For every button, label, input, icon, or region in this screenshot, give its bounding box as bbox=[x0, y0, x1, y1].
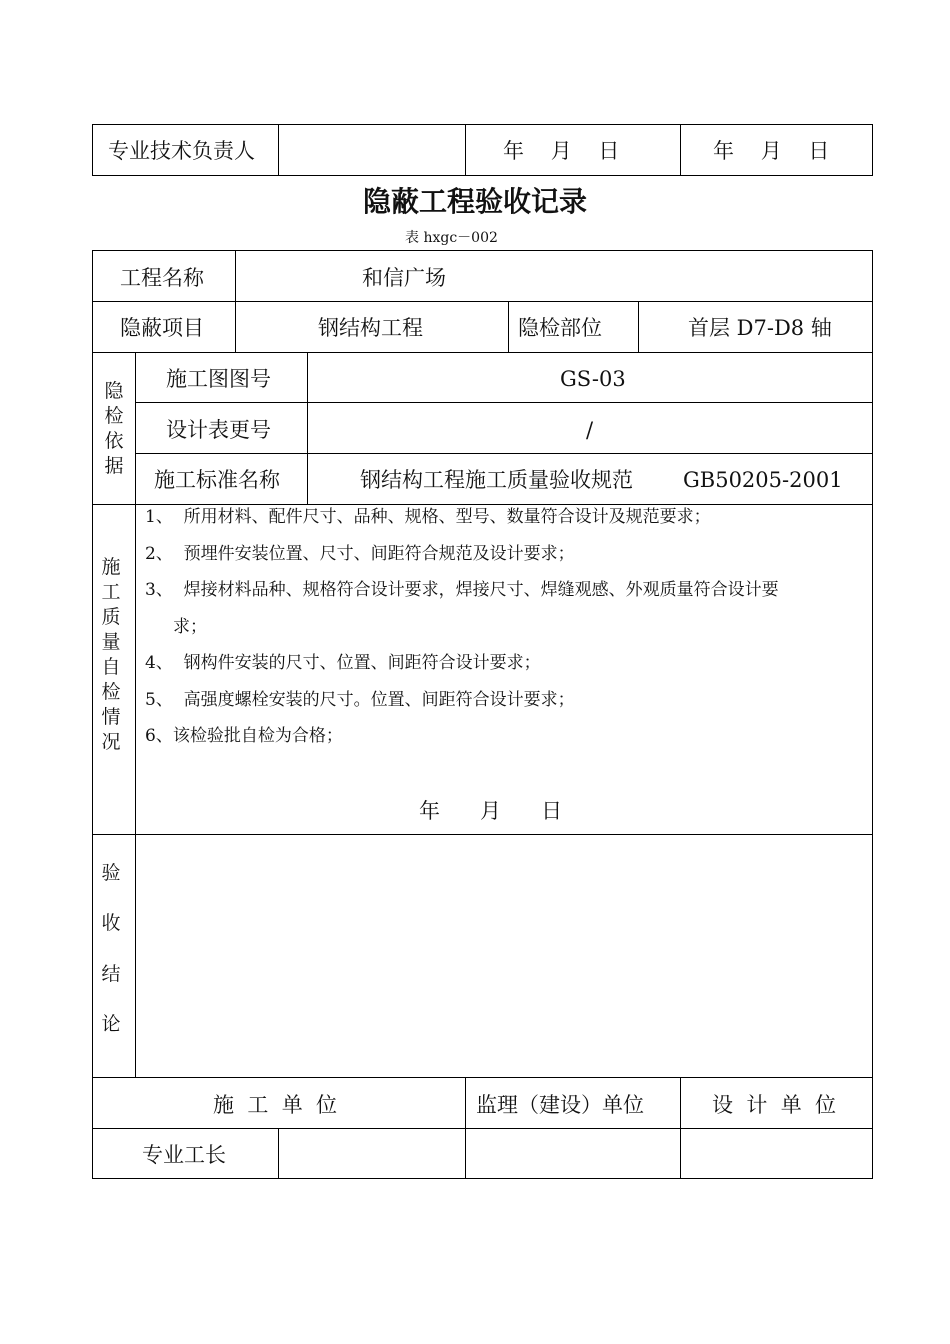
list-item: 1、 所用材料、配件尺寸、品种、规格、型号、数量符合设计及规范要求； bbox=[145, 507, 711, 527]
selfcheck-side-5: 自 bbox=[101, 656, 121, 678]
basis-side-label-4: 据 bbox=[104, 455, 124, 477]
supervision-unit-label: 监理（建设）单位 bbox=[476, 1093, 644, 1117]
selfcheck-side-8: 况 bbox=[101, 731, 121, 753]
inspection-location-value: 首层 D7-D8 轴 bbox=[688, 316, 832, 340]
conclusion-side-2: 收 bbox=[101, 912, 121, 934]
standard-code-value: GB50205-2001 bbox=[683, 468, 843, 492]
selfcheck-side-6: 检 bbox=[101, 681, 121, 703]
form-code: 表 hxgc－002 bbox=[405, 230, 498, 246]
selfcheck-date: 年 月 日 bbox=[419, 799, 563, 823]
standard-name-label: 施工标准名称 bbox=[154, 468, 280, 492]
selfcheck-side-4: 量 bbox=[101, 631, 121, 653]
list-item: 5、 高强度螺栓安装的尺寸。位置、间距符合设计要求； bbox=[145, 690, 575, 710]
list-item: 4、 钢构件安装的尺寸、位置、间距符合设计要求； bbox=[145, 653, 541, 673]
selfcheck-side-7: 情 bbox=[101, 706, 121, 728]
hidden-item-value: 钢结构工程 bbox=[318, 316, 423, 340]
design-change-value: / bbox=[586, 418, 594, 442]
list-item: 求； bbox=[173, 617, 207, 637]
design-change-label: 设计表更号 bbox=[166, 418, 271, 442]
drawing-number-value: GS-03 bbox=[560, 367, 626, 391]
hidden-item-label: 隐蔽项目 bbox=[120, 316, 204, 340]
conclusion-side-3: 结 bbox=[101, 963, 121, 985]
project-name-label: 工程名称 bbox=[120, 266, 204, 290]
basis-side-label-1: 隐 bbox=[104, 380, 124, 402]
foreman-label: 专业工长 bbox=[142, 1143, 226, 1167]
selfcheck-side-3: 质 bbox=[101, 606, 121, 628]
design-unit-label: 设 计 单 位 bbox=[712, 1093, 837, 1117]
selfcheck-side-1: 施 bbox=[101, 556, 121, 578]
basis-side-label-3: 依 bbox=[104, 430, 124, 452]
selfcheck-side-2: 工 bbox=[101, 581, 121, 603]
conclusion-side-1: 验 bbox=[101, 862, 121, 884]
conclusion-side-4: 论 bbox=[101, 1013, 121, 1035]
technical-lead-label: 专业技术负责人 bbox=[108, 139, 255, 163]
construction-unit-label: 施 工 单 位 bbox=[213, 1093, 338, 1117]
drawing-number-label: 施工图图号 bbox=[166, 367, 271, 391]
standard-name-value: 钢结构工程施工质量验收规范 bbox=[360, 468, 633, 492]
top-date-1: 年 月 日 bbox=[503, 139, 620, 163]
page-title: 隐蔽工程验收记录 bbox=[362, 185, 587, 218]
top-date-2: 年 月 日 bbox=[713, 139, 830, 163]
inspection-location-label: 隐检部位 bbox=[518, 316, 602, 340]
list-item: 2、 预埋件安装位置、尺寸、间距符合规范及设计要求； bbox=[145, 544, 575, 564]
list-item: 6、该检验批自检为合格； bbox=[145, 726, 343, 746]
list-item: 3、 焊接材料品种、规格符合设计要求，焊接尺寸、焊缝观感、外观质量符合设计要 bbox=[145, 580, 779, 600]
basis-side-label-2: 检 bbox=[104, 405, 124, 427]
project-name-value: 和信广场 bbox=[362, 266, 446, 290]
